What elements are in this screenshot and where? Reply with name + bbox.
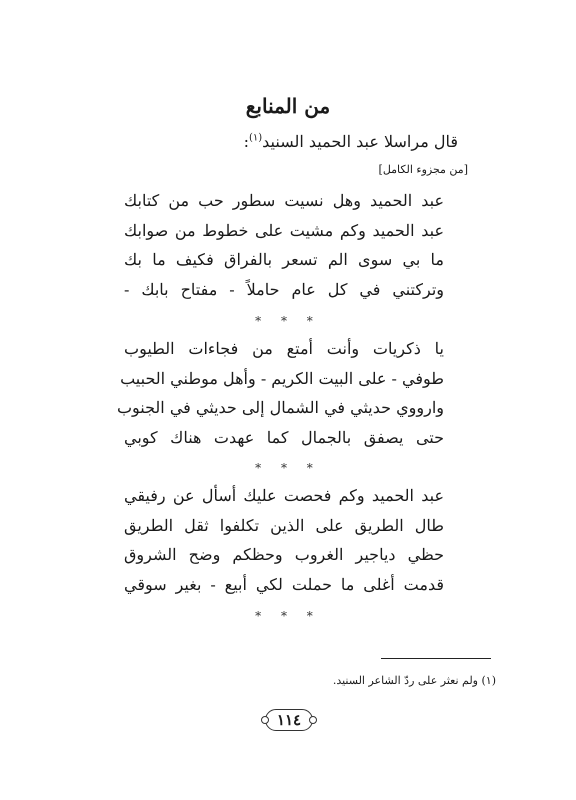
- verse-line: وارووي حديثي في الشمال إلى حديثي في الجنوب: [116, 398, 444, 417]
- intro-text: قال مراسلا عبد الحميد السنيد: [262, 132, 458, 151]
- footnote-divider: [381, 658, 491, 659]
- intro-colon: :: [243, 132, 249, 151]
- footnote: (١) ولم نعثر على ردّ الشاعر السنيد.: [332, 674, 496, 687]
- verse-line: طوفي - على البيت الكريم - وأهل موطني الحبيب: [120, 368, 444, 388]
- stanza-separator: * * *: [255, 609, 321, 623]
- stanza-3: [124, 481, 444, 599]
- verse-line: ما بي سوى الم تسعر بالفراق فكيف ما بك: [124, 250, 444, 269]
- page-number: ١١٤: [276, 711, 302, 729]
- verse-line: عبد الحميد وهل نسيت سطور حب من كتابك: [124, 191, 444, 210]
- verse-line: حظي دياجير الغروب وحظكم وضح الشروق: [124, 545, 444, 564]
- stanza-separator: * * *: [255, 461, 321, 475]
- stanza-2: [116, 334, 444, 452]
- verse-line: وتركتني في كل عام حاملاً - مفتاح بابك -: [124, 279, 444, 299]
- verse-line: عبد الحميد وكم مشيت على خطوط من صوابك: [124, 220, 444, 240]
- poem-intro: [244, 132, 458, 151]
- verse-line: طال الطريق على الذين تكلفوا ثقل الطريق: [124, 515, 444, 535]
- footnote-marker: (١): [248, 132, 263, 144]
- verse-line: قدمت أغلى ما حملت لكي أبيع - بغير سوقي: [124, 574, 444, 594]
- verse-line: عبد الحميد وكم فحصت عليك أسأل عن رفيقي: [124, 486, 444, 505]
- poem-title: من المنابع: [245, 94, 331, 118]
- verse-line: حتى يصفق بالجمال كما عهدت هناك كوبي: [124, 427, 444, 447]
- stanza-1: [124, 186, 444, 304]
- verse-line: يا ذكريات وأنت أمتع من فجاءات الطيوب: [124, 339, 444, 358]
- page-number-ornament: [265, 709, 313, 731]
- stanza-separator: * * *: [255, 314, 321, 328]
- meter-label: [من مجزوء الكامل]: [378, 163, 468, 176]
